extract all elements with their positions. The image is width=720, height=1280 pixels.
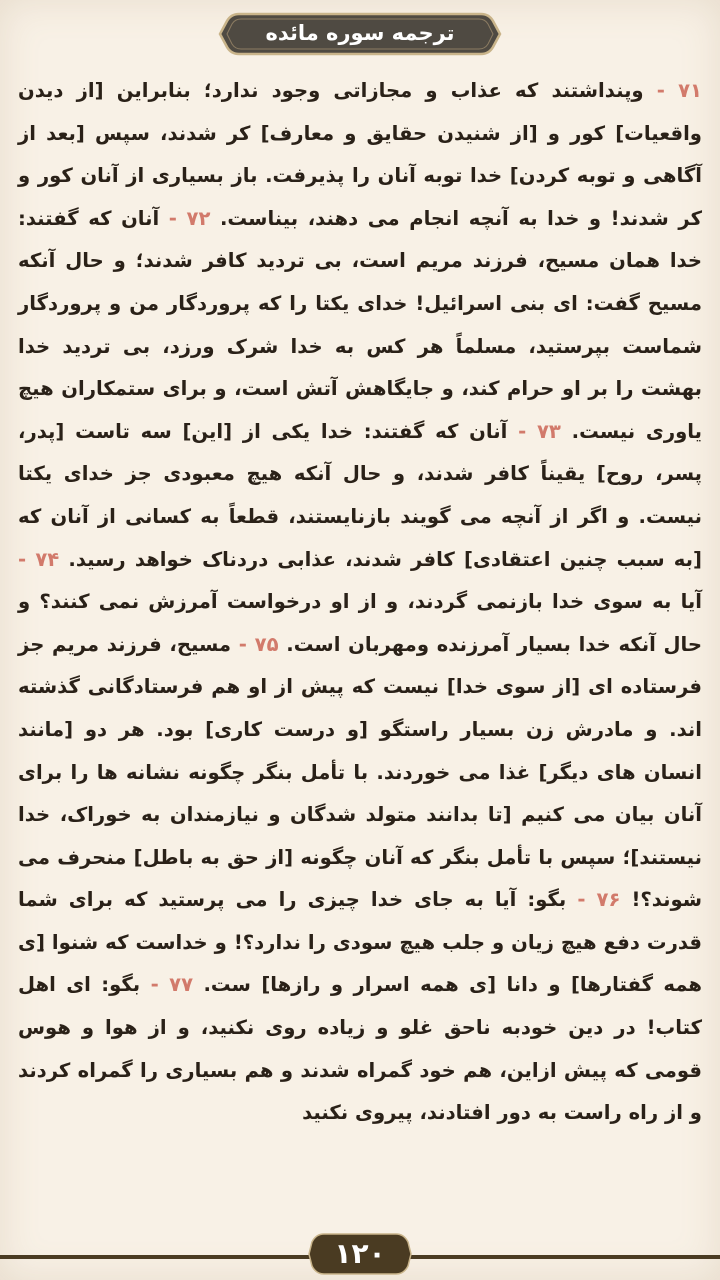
- verse-text: وپنداشتند که عذاب و مجازاتی وجود ندارد؛ بنابراین [از دیدن واقعیات] کور و [از شنیدن حقایق و معارف] کر شدند، سپس [بعد از آگاهی و توبه کردن] خدا توبه آنان را پذیرفت. باز بسیاری از آنان کور و کر شدند! و خدا به آنچه انجام می دهند، بیناست.: [18, 79, 702, 230]
- page-number-badge: [308, 1230, 412, 1278]
- verse-number: ۷۵ -: [231, 632, 279, 656]
- verse-72: [18, 207, 702, 443]
- verse-75: [18, 633, 702, 912]
- verse-text: بگو: آیا به جای خدا چیزی را می پرستید که برای شما قدرت دفع هیچ زیان و جلب هیچ سودی را ندارد؟! و خداست که شنوا [ِی همه گفتارها] و دانا [ِی همه اسرار و رازها] ست.: [18, 888, 702, 997]
- verse-number: ۷۲ -: [159, 206, 211, 230]
- verse-text: بگو: ای اهل کتاب! در دین خودبه ناحق غلو و زیاده روی نکنید، و از هوا و هوس قومی که پیش ازاین، هم خود گمراه شدند و هم بسیاری را گمراه کردند و از راه راست به دور افتادند، پیروی نکنید: [18, 973, 702, 1125]
- translation-text: [18, 70, 702, 1135]
- verse-text: آنان که گفتند: خدا یکی از [این] سه تاست [پدر، پسر، روح] یقیناً کافر شدند، و حال آنکه هیچ معبودی جز خدای یکتا نیست. و اگر از آنچه می گویند بازنایستند، قطعاً به کسانی از آنان که [به سبب چنین اعتقادی] کافر شدند، عذابی دردناک خواهد رسید.: [18, 419, 702, 571]
- verse-number: ۷۷ -: [140, 973, 194, 997]
- verse-text: آیا به سوی خدا بازنمی گردند، و از او درخواست آمرزش نمی کنند؟ و حال آنکه خدا بسیار آمرزنده ومهربان است.: [18, 590, 702, 656]
- page-footer: [0, 1220, 720, 1280]
- page-number: ۱۲۰: [334, 1237, 386, 1270]
- verse-text: آنان که گفتند: خدا همان مسیح، فرزند مریم است، بی تردید کافر شدند؛ و حال آنکه مسیح گفت: ای بنی اسرائیل! خدای یکتا را که پروردگار من و پروردگار شماست بپرستید، مسلماً هر کس به خدا شرک ورزد، بی تردید خدا بهشت را بر او حرام کند، و جایگاهش آتش است، و برای ستمکاران هیچ یاوری نیست.: [18, 206, 702, 443]
- verse-number: ۷۱ -: [643, 79, 703, 102]
- page-title: ترجمه سوره مائده: [265, 21, 455, 45]
- verse-text: مسیح، فرزند مریم جز فرستاده ای [از سوی خدا] نیست که پیش از او هم فرستادگانی گذشته اند. و مادرش زن بسیار راستگو [و درست کاری] بود. هر دو [مانند انسان های دیگر] غذا می خوردند. با تأمل بنگر چگونه نشانه ها را برای آنان بیان می کنیم [تا بدانند متولد شدگان و نیازمندان به خوراک، خدا نیستند]؛ سپس با تأمل بنگر که آنان چگونه [از حق به باطل] منحرف می شوند؟!: [18, 632, 702, 912]
- verse-number: ۷۶ -: [566, 888, 621, 912]
- header-banner: [217, 11, 503, 57]
- verse-number: ۷۴ -: [18, 547, 60, 571]
- verse-number: ۷۳ -: [507, 419, 561, 443]
